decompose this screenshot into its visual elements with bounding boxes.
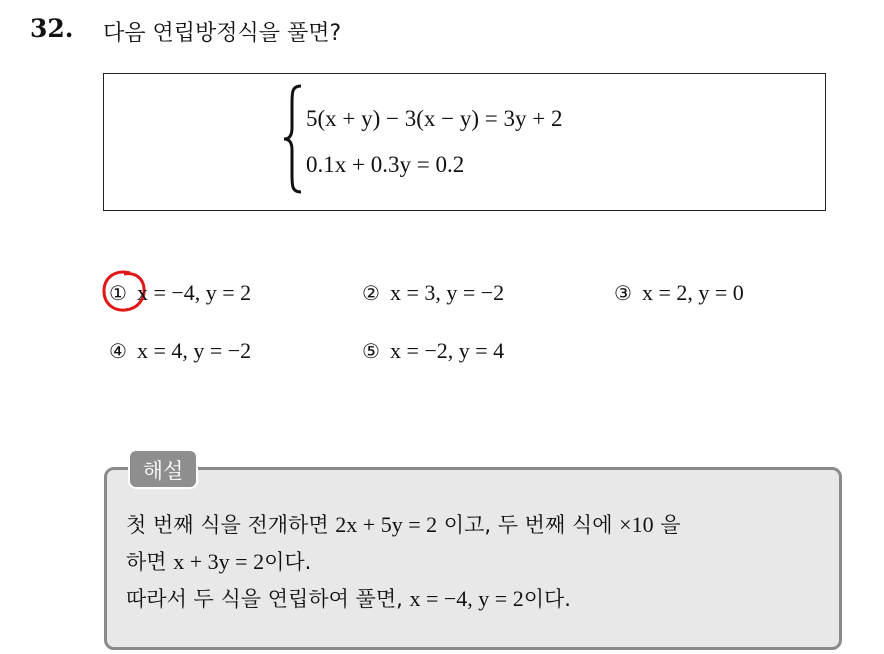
solution-text: 하면 [126, 550, 174, 574]
option-2[interactable] [362, 280, 504, 306]
option-text: x = −4, y = 2 [136, 280, 252, 305]
equation-2: 0.1x + 0.3y = 0.2 [306, 152, 465, 177]
equation-1: 5(x + y) − 3(x − y) = 3y + 2 [306, 106, 563, 131]
solution-math: ×10 [619, 512, 654, 537]
solution-text: 이고, 두 번째 식에 [437, 513, 620, 537]
equation-box [103, 73, 826, 211]
solution-text: 이다. [523, 587, 571, 611]
solution-text: 첫 번째 식을 전개하면 [126, 513, 336, 537]
option-mark: ④ [109, 339, 127, 363]
option-mark: ③ [614, 281, 632, 305]
option-text: x = 4, y = −2 [136, 338, 252, 363]
question-number: 32. [30, 14, 74, 43]
solution-text: 따라서 두 식을 연립하여 풀면, [126, 587, 410, 611]
solution-text: 을 [653, 513, 681, 537]
option-text: x = 3, y = −2 [389, 280, 505, 305]
solution-label: 해설 [128, 449, 198, 489]
option-3[interactable] [614, 280, 744, 306]
solution-math: x = −4, y = 2 [409, 586, 524, 611]
option-mark: ⑤ [362, 339, 380, 363]
solution-math: x + 3y = 2 [173, 549, 265, 574]
solution-line-3 [126, 583, 571, 613]
solution-math: 2x + 5y = 2 [335, 512, 438, 537]
option-1[interactable] [109, 280, 251, 306]
option-text: x = −2, y = 4 [389, 338, 505, 363]
option-mark: ① [109, 281, 127, 305]
question-text: 다음 연립방정식을 풀면? [103, 21, 342, 46]
option-4[interactable] [109, 338, 251, 364]
option-text: x = 2, y = 0 [641, 280, 744, 305]
option-5[interactable] [362, 338, 504, 364]
brace-icon [281, 84, 305, 194]
option-mark: ② [362, 281, 380, 305]
solution-text: 이다. [264, 550, 312, 574]
solution-line-1 [126, 509, 681, 539]
solution-line-2 [126, 546, 311, 576]
